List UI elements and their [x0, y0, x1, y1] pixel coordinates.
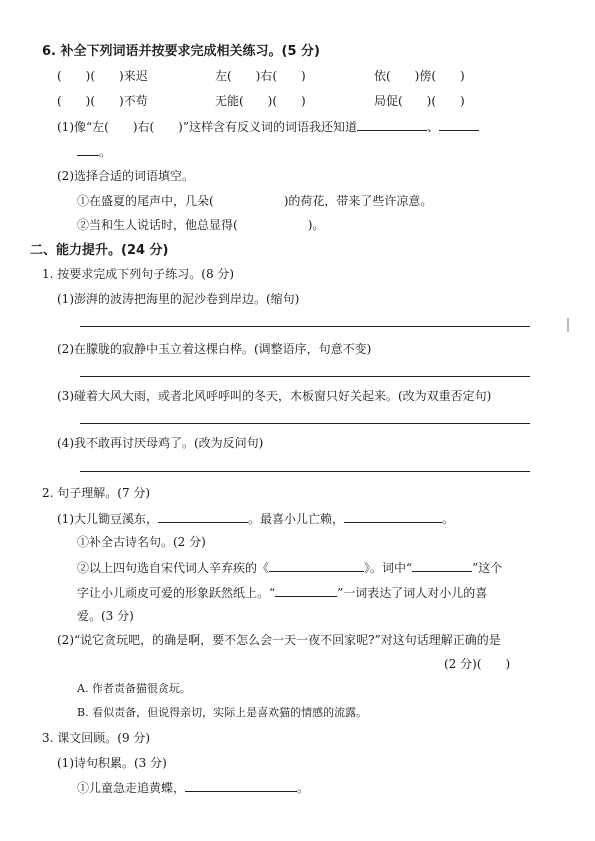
item-text: ①在盛夏的尾声中，几朵(: [77, 194, 214, 208]
word-blank-2: 左( )右( ): [215, 69, 306, 83]
answer-blank[interactable]: [185, 781, 297, 792]
period: 。: [99, 145, 112, 159]
q1-sentence-2: (2)在朦胧的寂静中玉立着这棵白桦。(调整语序，句意不变): [57, 342, 372, 356]
word-blank-4: ( )( )不苟: [57, 94, 148, 108]
item-text: ”一词表达了词人对小儿的喜: [337, 586, 488, 600]
q1-title: 1. 按要求完成下列句子练习。(8 分): [42, 267, 235, 281]
q2-part2: (2)“说它贪玩吧，的确是啊，要不怎么会一天一夜不回家呢?”对这句话理解正确的是: [57, 633, 501, 647]
answer-blank[interactable]: [158, 512, 248, 523]
q6-part1-cont: [77, 145, 111, 158]
q2-poem: [57, 512, 454, 525]
word-blank-5: 无能( )( ): [215, 94, 306, 108]
answer-line[interactable]: [80, 423, 530, 424]
period: 。: [297, 781, 310, 795]
q1-sentence-4: (4)我不敢再讨厌母鸡了。(改为反问句): [57, 436, 264, 450]
item-text: )的荷花，带来了些许凉意。: [283, 194, 433, 208]
word-blank-1: ( )( )来迟: [57, 69, 148, 83]
answer-line[interactable]: [80, 376, 530, 377]
item-text: ②当和生人说话时，他总显得(: [77, 218, 238, 232]
item-text: ②以上四句选自宋代词人辛弃疾的《: [77, 561, 270, 575]
q6-part2-item1: [77, 195, 432, 207]
option-b[interactable]: B. 看似责备，但说得亲切，实际上是喜欢猫的情感的流露。: [77, 706, 368, 719]
q2-part1-item1: ①补全古诗名句。(2 分): [77, 535, 206, 549]
word-blank-3: 依( )傍( ): [374, 69, 465, 83]
item-text: 》。词中“: [364, 561, 413, 575]
word-blank-6: 局促( )( ): [374, 94, 465, 108]
q3-part1-title: (1)诗句积累。(3 分): [57, 756, 167, 770]
q1-sentence-1: (1)澎湃的波涛把海里的泥沙卷到岸边。(缩句): [57, 292, 300, 306]
answer-blank[interactable]: [77, 145, 99, 156]
item-text: ”这个: [472, 561, 503, 575]
q3-part1-item1: [77, 781, 309, 794]
answer-blank[interactable]: [275, 586, 337, 597]
answer-line[interactable]: [80, 471, 530, 472]
q6-part2-title: (2)选择合适的词语填空。: [57, 169, 194, 183]
q2-part1-item2-end: 爱。(3 分): [77, 609, 134, 623]
answer-blank[interactable]: [269, 561, 364, 572]
q2-title: 2. 句子理解。(7 分): [42, 486, 151, 500]
poem-text: 。最喜小儿亡赖，: [248, 512, 345, 526]
q2-part2-score: (2 分)( ): [444, 657, 511, 671]
period: 。: [442, 512, 455, 526]
q6-title: 6. 补全下列词语并按要求完成相关练习。(5 分): [42, 44, 320, 59]
option-a[interactable]: A. 作者责备猫很贪玩。: [77, 682, 191, 695]
q2-part1-item2: [77, 561, 502, 574]
section-2-title: 二、能力提升。(24 分): [30, 243, 169, 258]
q2-part1-item2-cont: [77, 586, 487, 599]
item-text: 字让小儿顽皮可爱的形象跃然纸上。“: [77, 586, 276, 600]
q1-sentence-3: (3)碰着大风大雨，或者北风呼呼叫的冬天，木板窗只好关起来。(改为双重否定句): [57, 389, 492, 403]
answer-line[interactable]: [80, 326, 530, 327]
answer-blank[interactable]: [412, 561, 472, 572]
q6-part2-item2: [77, 219, 324, 231]
poem-text: (1)大儿锄豆溪东，: [57, 512, 158, 526]
scan-mark: [567, 318, 569, 332]
separator: 、: [427, 120, 440, 134]
answer-blank[interactable]: [439, 120, 479, 131]
q6-part1: [57, 120, 479, 133]
q6-part1-text: (1)像“左( )右( )”这样含有反义词的词语我还知道: [57, 120, 357, 134]
answer-blank[interactable]: [357, 120, 427, 131]
item-text: )。: [307, 218, 325, 232]
answer-blank[interactable]: [344, 512, 442, 523]
item-text: ①儿童急走追黄蝶，: [77, 781, 186, 795]
q3-title: 3. 课文回顾。(9 分): [42, 731, 151, 745]
